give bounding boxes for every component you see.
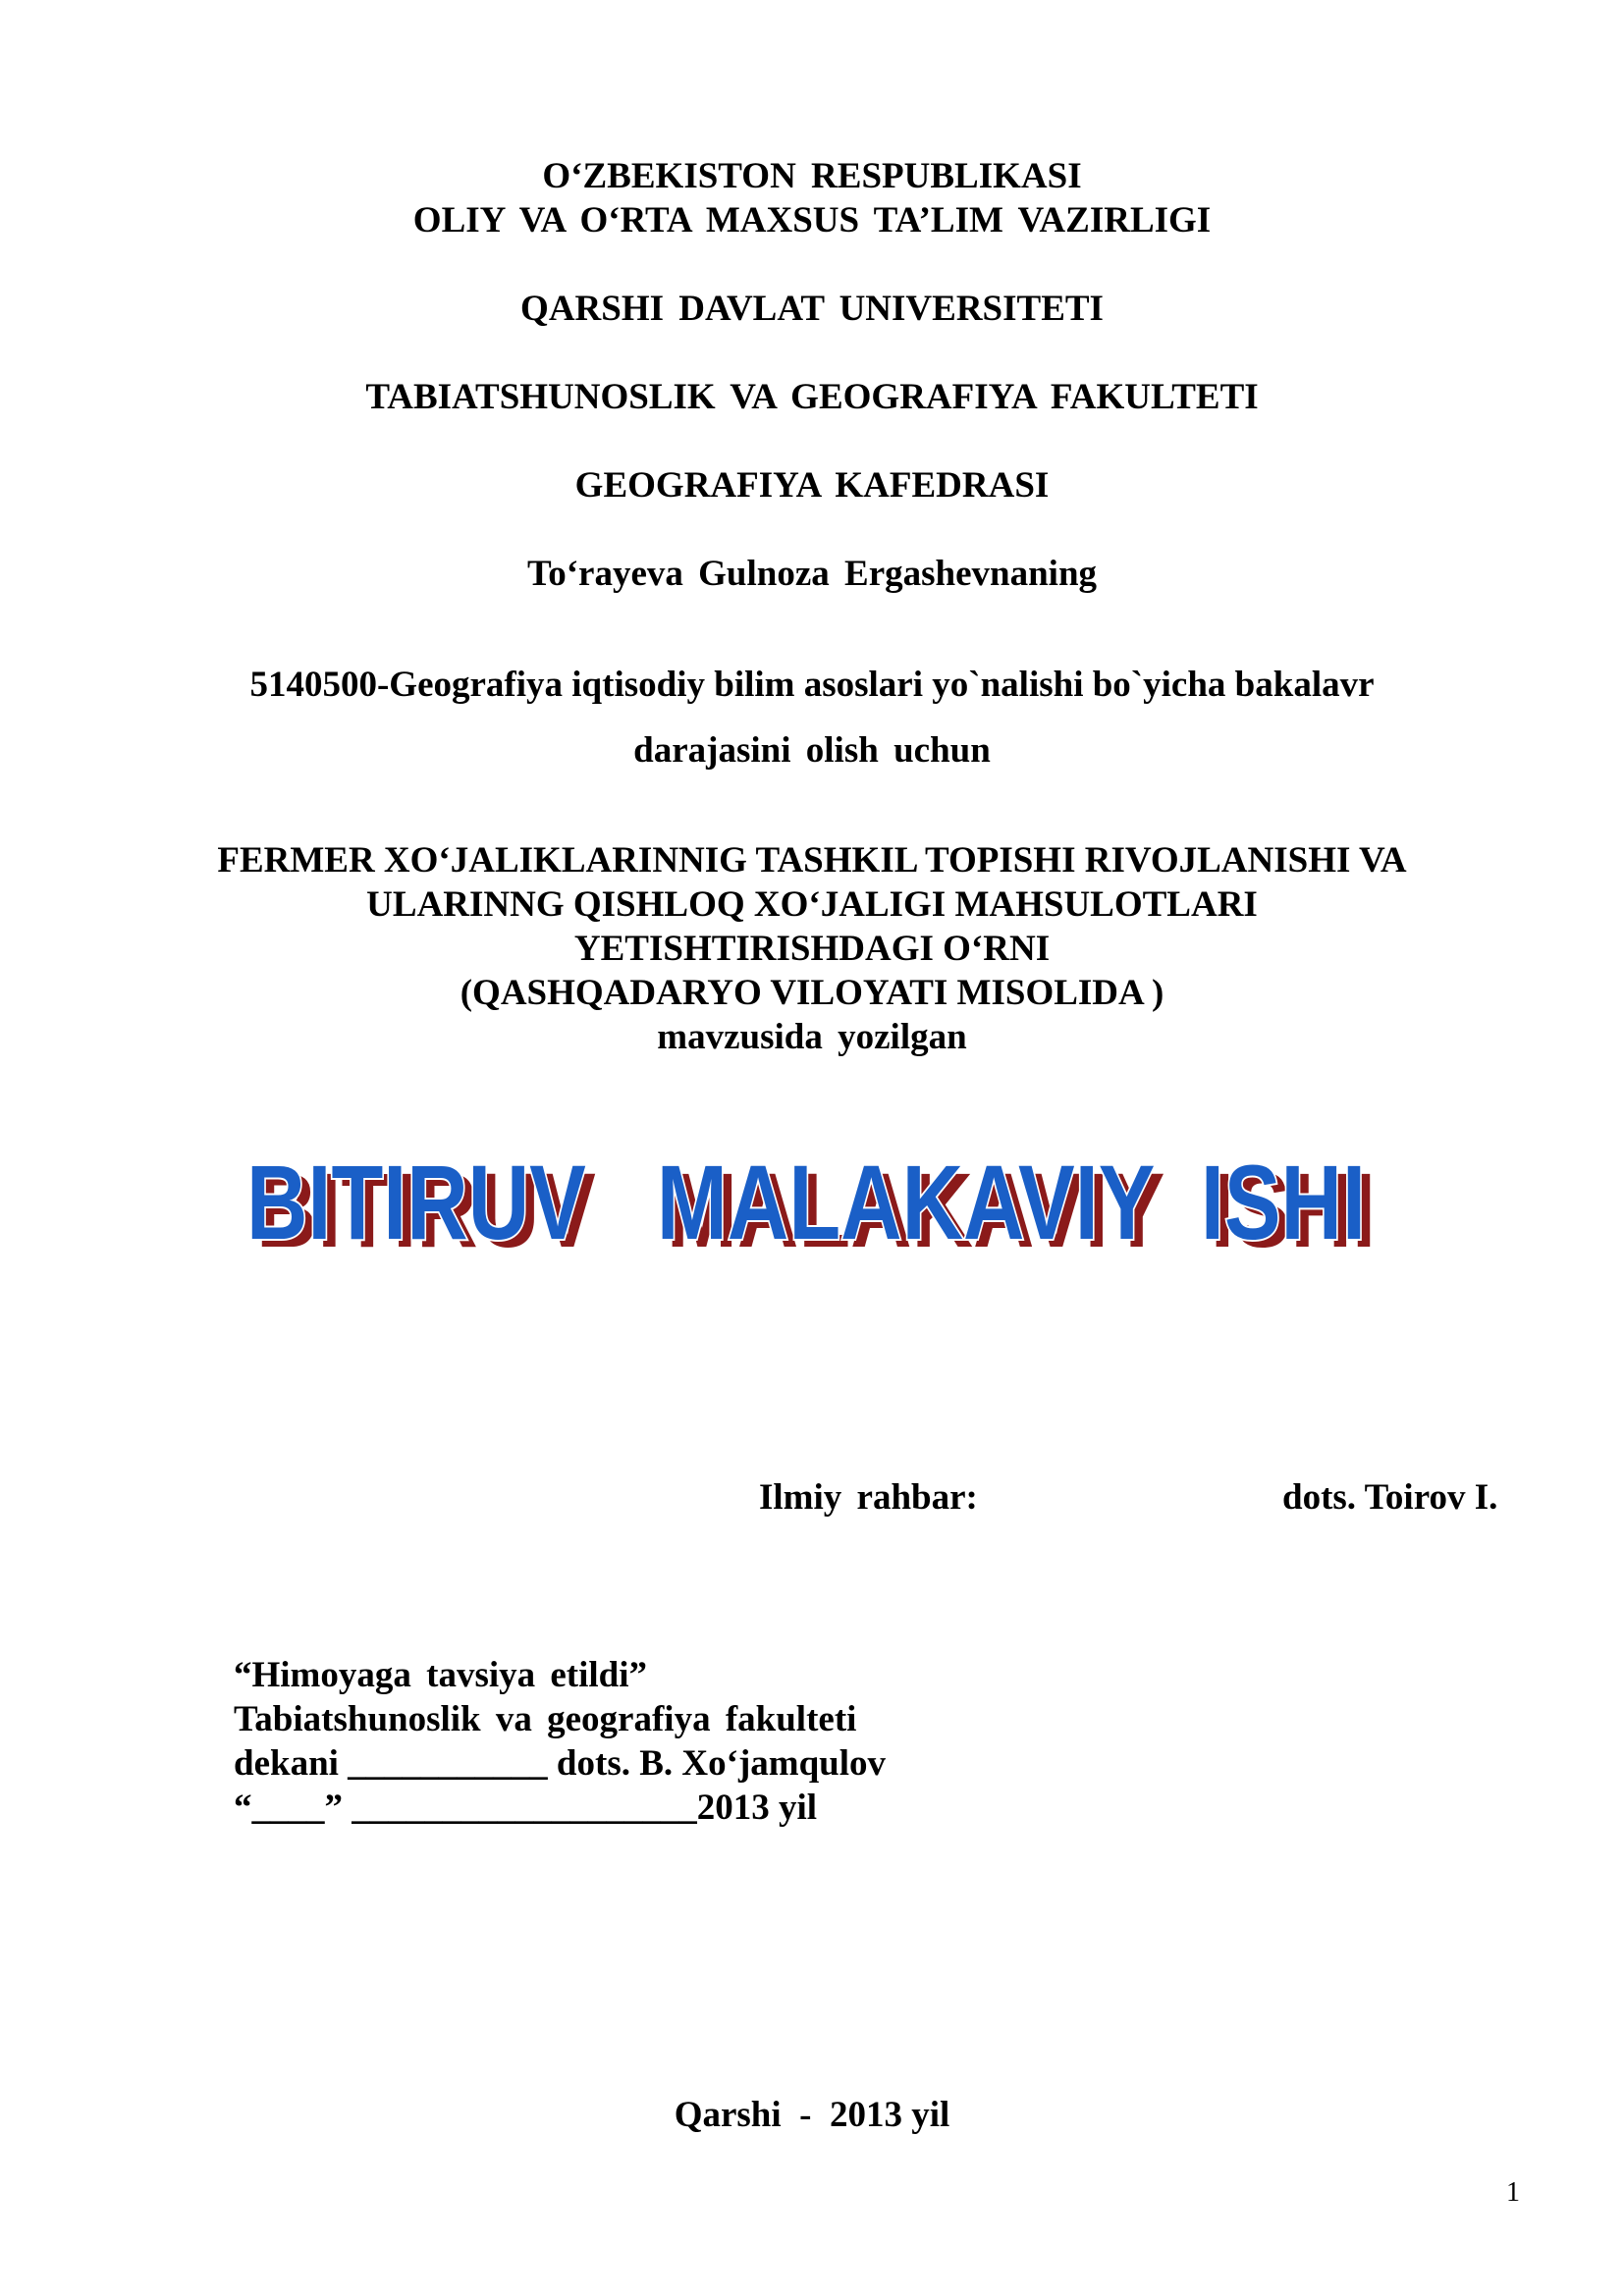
university-name: QARSHI DAVLAT UNIVERSITETI	[520, 289, 1104, 329]
topic-line-1: FERMER XO‘JALIKLARINNIG TASHKIL TOPISHI RIVOJLANISHI VA	[217, 840, 1407, 881]
supervisor-name: dots. Toirov I.	[1282, 1477, 1498, 1518]
work-title-shadow: BITIRUV MALAKAVIY ISHI	[256, 1150, 1376, 1269]
page-number: 1	[1506, 2177, 1520, 2208]
faculty-name: TABIATSHUNOSLIK VA GEOGRAFIYA FAKULTETI	[365, 377, 1259, 417]
degree-line-1: 5140500-Geografiya iqtisodiy bilim asoslari yo`nalishi bo`yicha bakalavr	[249, 665, 1375, 705]
work-title-text: BITIRUV MALAKAVIY ISHI	[246, 1143, 1366, 1261]
author-name: To‘rayeva Gulnoza Ergashevnaning	[526, 554, 1098, 594]
topic-line-5: mavzusida yozilgan	[657, 1017, 967, 1057]
topic-line-2: ULARINNG QISHLOQ XO‘JALIGI MAHSULOTLARI	[366, 884, 1258, 925]
approval-line-4: “____” ___________________2013 yil	[234, 1788, 818, 1828]
topic-line-4: (QASHQADARYO VILOYATI MISOLIDA )	[460, 973, 1164, 1013]
work-title-svg	[233, 1139, 1391, 1276]
degree-line-2: darajasini olish uchun	[633, 730, 991, 771]
work-title-wordart	[0, 1139, 1624, 1276]
approval-line-2: Tabiatshunoslik va geografiya fakulteti	[234, 1699, 857, 1739]
ministry-name: OLIY VA O‘RTA MAXSUS TA’LIM VAZIRLIGI	[412, 200, 1212, 240]
supervisor-label: Ilmiy rahbar:	[759, 1477, 978, 1518]
place-year: Qarshi - 2013 yil	[674, 2095, 950, 2135]
approval-line-3: dekani ___________ dots. B. Xo‘jamqulov	[234, 1743, 887, 1784]
approval-line-1: “Himoyaga tavsiya etildi”	[234, 1655, 648, 1695]
department-name: GEOGRAFIYA KAFEDRASI	[574, 465, 1050, 506]
country-name: O‘ZBEKISTON RESPUBLIKASI	[542, 156, 1082, 196]
topic-line-3: YETISHTIRISHDAGI O‘RNI	[573, 929, 1051, 969]
